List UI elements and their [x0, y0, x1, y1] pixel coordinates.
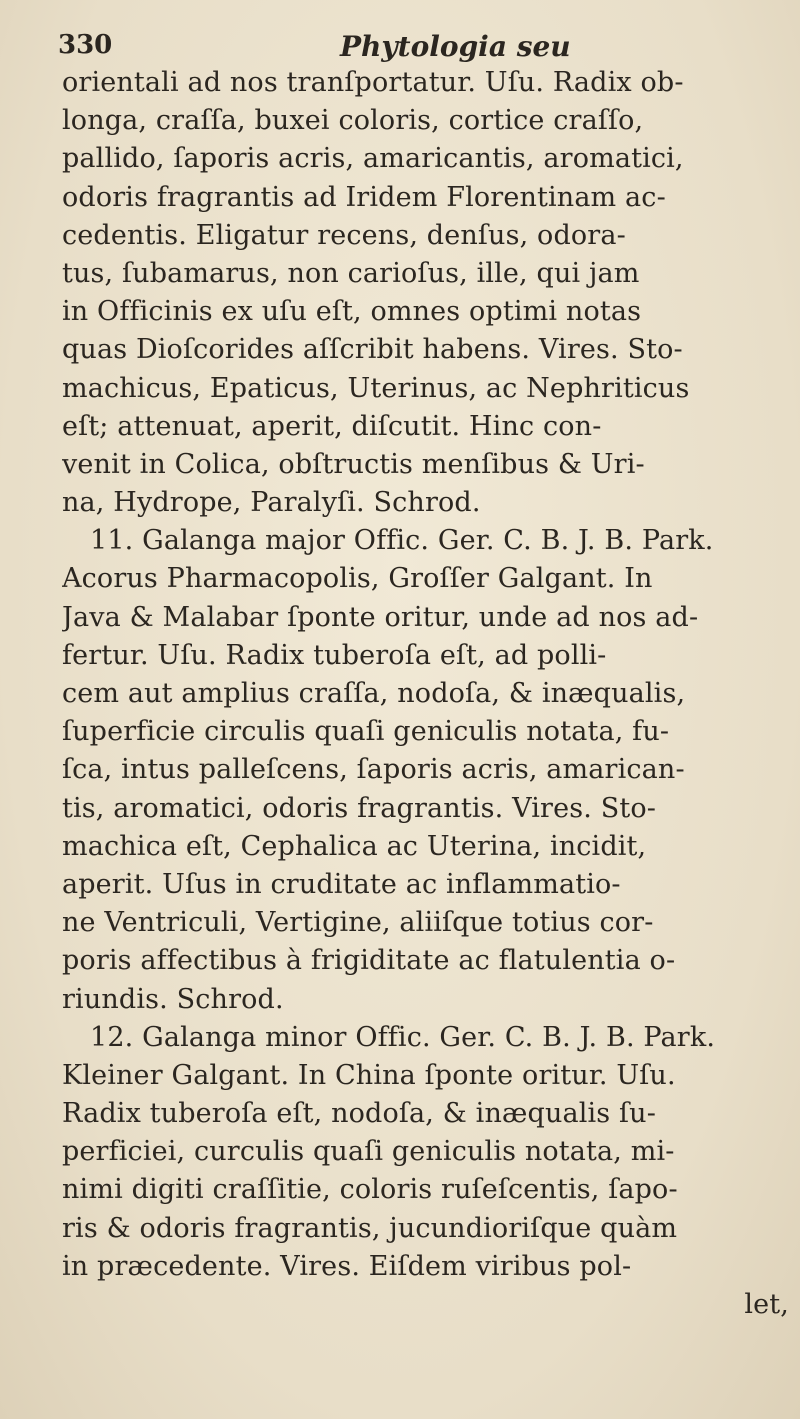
text-line: riundis. Schrod. [62, 983, 284, 1015]
text-line: orientali ad nos tranſportatur. Uſu. Radix ob- [62, 67, 684, 98]
text-line: ſuperficie circulis quaſi geniculis notata, fu- [62, 716, 670, 748]
text-line: ris & odoris fragrantis, jucundioriſque quàm [62, 1212, 678, 1244]
text-line: venit in Colica, obſtructis menſibus & Uri- [62, 448, 645, 480]
text-line: in Officinis ex uſu eſt, omnes optimi notas [62, 296, 642, 328]
text-line: aperit. Uſus in cruditate ac inflammatio- [62, 868, 621, 900]
section-heading-line: 12. Galanga minor Offic. Ger. C. B. J. B. Park. [90, 1021, 716, 1053]
text-line: poris affectibus à frigiditate ac flatulentia o- [62, 945, 676, 977]
text-line: tis, aromatici, odoris fragrantis. Vires. Sto- [62, 792, 657, 824]
text-line: Acorus Pharmacopolis, Groſſer Galgant. In [62, 563, 653, 595]
text-line: cedentis. Eligatur recens, denſus, odora- [62, 219, 626, 251]
text-line: fertur. Uſu. Radix tuberoſa eſt, ad polli- [62, 639, 607, 671]
text-line: pallido, ſaporis acris, amaricantis, aromatici, [62, 143, 684, 175]
text-line: Radix tuberoſa eſt, nodoſa, & inæqualis ſu- [62, 1098, 656, 1130]
text-line: quas Dioſcorides aſſcribit habens. Vires. Sto- [62, 334, 683, 366]
text-line: ne Ventriculi, Vertigine, aliiſque totius cor- [62, 907, 654, 939]
text-line: Kleiner Galgant. In China ſponte oritur. Uſu. [62, 1059, 676, 1091]
body-text [62, 64, 797, 1324]
section-heading-line: 11. Galanga major Offic. Ger. C. B. J. B. Park. [90, 525, 714, 557]
text-line: machica eſt, Cephalica ac Uterina, incidit, [62, 830, 647, 862]
text-line: odoris fragrantis ad Iridem Florentinam ac- [62, 181, 666, 213]
text-line: na, Hydrope, Paralyſi. Schrod. [62, 487, 481, 519]
text-line: Java & Malabar ſponte oritur, unde ad nos ad- [62, 601, 699, 633]
text-line: ſca, intus palleſcens, ſaporis acris, amarican- [62, 754, 685, 786]
text-line: perficiei, curculis quaſi geniculis notata, mi- [62, 1136, 675, 1168]
text-line: longa, craſſa, buxei coloris, cortice craſſo, [62, 105, 644, 137]
text-line: tus, ſubamarus, non carioſus, ille, qui jam [62, 257, 640, 289]
text-line: eſt; attenuat, aperit, diſcutit. Hinc con- [62, 410, 602, 442]
text-line: in præcedente. Vires. Eiſdem viribus pol- [62, 1250, 632, 1282]
page-number: 330 [58, 30, 113, 60]
text-line: nimi digiti craſſitie, coloris ruſeſcentis, ſapo- [62, 1174, 678, 1206]
catchword: let, [744, 1289, 789, 1320]
text-line: cem aut amplius craſſa, nodoſa, & inæqualis, [62, 678, 686, 709]
running-title: Phytologia seu [340, 30, 571, 63]
text-line: machicus, Epaticus, Uterinus, ac Nephriticus [62, 372, 690, 404]
